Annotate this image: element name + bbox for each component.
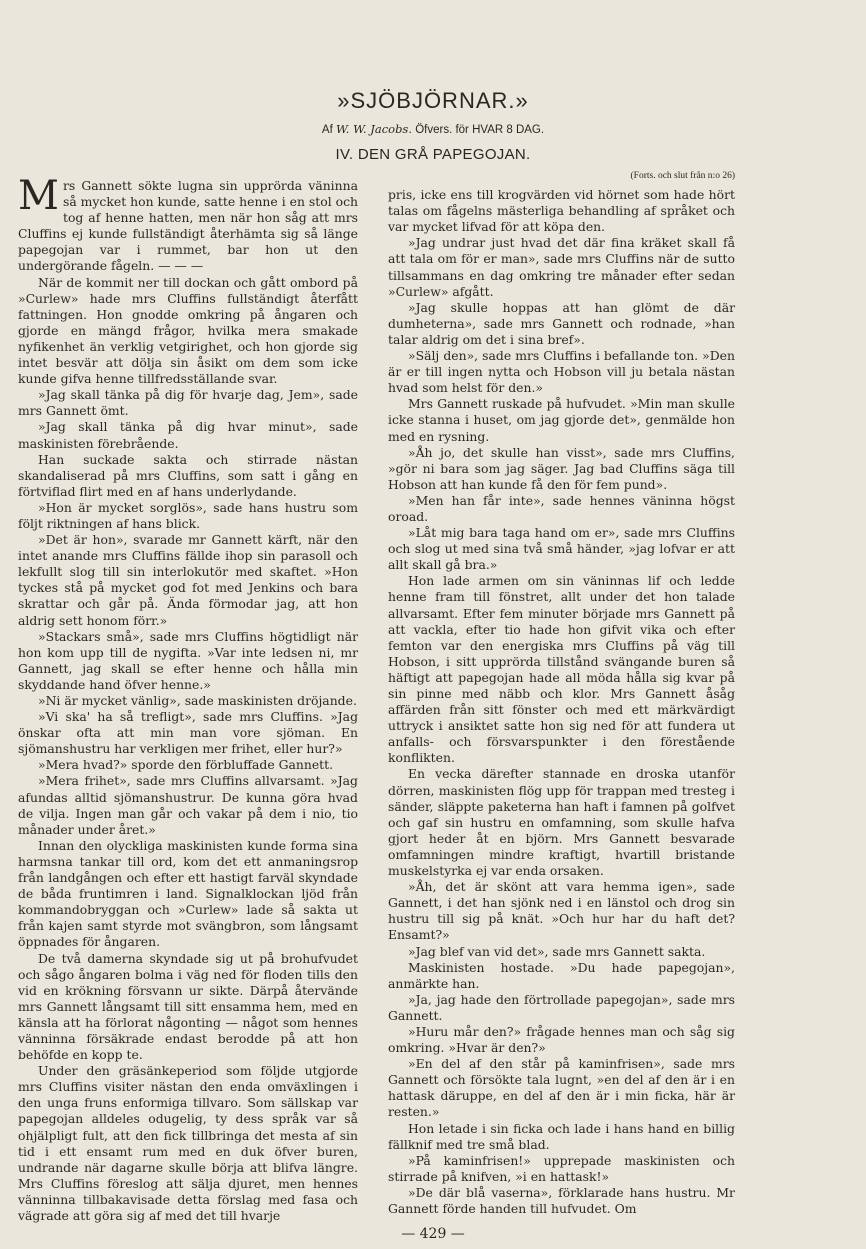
paragraph: »Det är hon», svarade mr Gannett kärft, när den intet anande mrs Cluffins fällde ihop sin parasoll och lekfullt slog till sin interlokutör med skaftet. »Hon tyckes stå på mycket god fot med Jenkins och bara skrattar och går på. Ända förmodar jag, att hon aldrig sett honom förr.» [18,532,358,628]
paragraph: »Ja, jag hade den förtrollade papegojan», sade mrs Gannett. [388,991,735,1023]
left-column [18,173,358,1224]
paragraph: Hon letade i sin ficka och lade i hans hand en billig fällknif med tre små blad. [388,1120,735,1152]
continued-note: (Forts. och slut från n:o 26) [630,171,735,181]
paragraph: »Jag skall tänka på dig för hvarje dag, Jem», sade mrs Gannett ömt. [18,387,358,419]
paragraph: »De där blå vaserna», förklarade hans hustru. Mr Gannett förde handen till hufvudet. Om [388,1184,735,1216]
paragraph: »Åh jo, det skulle han visst», sade mrs Cluffins, »gör ni bara som jag säger. Jag bad Cluffins säga till Hobson att han kunde få den för fem pund». [388,444,735,492]
paragraph: »Vi ska' ha så trefligt», sade mrs Cluffins. »Jag önskar ofta att min man vore sjöman. En sjömanshustru har verkligen mer frihet, eller hur?» [18,709,358,757]
paragraph: »Ni är mycket vänlig», sade maskinisten dröjande. [38,693,357,708]
byline-prefix: Af [321,124,333,136]
paragraph: »Jag undrar just hvad det där fina kräket skall få att tala om för er man», sade mrs Cluffins när de sutto tillsammans en dag omkring tre månader efter sedan »Curlew» afgått. [388,235,735,299]
paragraph: »Jag skall tänka på dig hvar minut», sade maskinisten förebrående. [18,419,358,451]
chapter-heading: IV. DEN GRÅ PAPEGOJAN. [335,146,531,163]
drop-cap: M [18,173,59,219]
paragraph: När de kommit ner till dockan och gått ombord på »Curlew» hade mrs Cluffins fullständigt återfått fattningen. Hon gnodde omkring på ångaren och gjorde en mängd frågor, hvilka mera smakade nyfikenhet än verklig vetgirighet, och hon gjorde sig intet besvär att dölja sin åsikt om dem som icke kunde gifva henne tillfredsställande svar. [18,274,358,387]
paragraph: »Men han får inte», sade hennes väninna högst oroad. [388,492,735,524]
paragraph: »Hon är mycket sorglös», sade hans hustru som följt riktningen af hans blick. [18,499,358,531]
paragraph: Maskinisten hostade. »Du hade papegojan», anmärkte han. [388,959,735,991]
paragraph: Hon lade armen om sin väninnas lif och ledde henne fram till fönstret, allt under det hon talade allvarsamt. Efter fem minuter började mrs Gannett på att vackla, efter tio hade hon gifvit vika och efter femton var den energiska mrs Cluffins på väg till Hobson, i sitt upprörda tillstånd svängande buren så häftigt att papegojan hade all möda hålla sig kvar på sin pinne med näbb och klor. Mrs Gannett åsåg affärden från sitt fönster och med ett märkvärdigt uttryck i ansiktet satte hon sig ned för att fundera ut anfalls- och försvarspunkter i den förestående konflikten. [388,573,735,766]
paragraph: »På kaminfrisen!» upprepade maskinisten och stirrade på knifven, »i en hattask!» [388,1152,735,1184]
paragraph: Innan den olyckliga maskinisten kunde forma sina harmsna tankar till ord, kom det ett anmaningsrop från landgången och efter ett hastigt farväl skyndade de båda fruntimren i land. Signalklockan ljöd från kommandobryggan och »Curlew» lade så sakta ut från kajen samt styrde mot svängbron, som långsamt öppnades för ångaren. [18,837,358,950]
paragraph: »Åh, det är skönt att vara hemma igen», sade Gannett, i det han sjönk ned i en länstol och drog sin hustru till sig på knät. »Och hur har du haft det? Ensamt?» [388,879,735,943]
paragraph: »Mera frihet», sade mrs Cluffins allvarsamt. »Jag afundas alltid sjömanshustrur. De kunna göra hvad de vilja. Ingen man går och vakar på dem i nio, tio månader under året.» [18,773,358,837]
paragraph: Mrs Gannett ruskade på hufvudet. »Min man skulle icke stanna i huset, om jag gjorde det», genmälde hon med en rysning. [388,396,735,444]
byline [0,122,866,136]
byline-translation: Öfvers. för HVAR 8 DAG. [415,124,545,136]
right-column [388,168,735,1217]
paragraph: »Stackars små», sade mrs Cluffins högtidligt när hon kom upp till de nygifta. »Var inte ledsen ni, mr Gannett, jag skall se efter henne och hålla min skyddande hand öfver henne.» [18,628,358,692]
paragraph: De två damerna skyndade sig ut på brohufvudet och sågo ångaren bolma i väg ned för floden tills den vid en krökning försvann ur sikte. Därpå återvände mrs Gannett långsamt till sitt ensamma hem, med en känsla att ha förlorat någonting — något som hennes vänninna försäkrade endast berodde på att hon behöfde en kopp te. [18,950,358,1063]
byline-author: W. W. Jacobs. [336,122,412,136]
page-number: — 429 — [401,1226,465,1242]
paragraph: En vecka därefter stannade en droska utanför dörren, maskinisten flög upp för trappan med tresteg i sänder, släppte paketerna han haft i famnen på golfvet och gaf sin hustru en omfamning, som skulle hafva gjort heder åt en björn. Mrs Gannett besvarade omfamningen mindre kraftigt, hvartill bristande muskelstyrka ej var enda orsaken. [388,766,735,879]
paragraph: Han suckade sakta och stirrade nästan skandaliserad på mrs Cluffins, som satt i gång en förtviflad flirt med en af hans underlydande. [18,451,358,499]
paragraph: »Låt mig bara taga hand om er», sade mrs Cluffins och slog ut med sina två små händer, »jag lofvar er att allt skall gå bra.» [388,525,735,573]
story-title: »SJÖBJÖRNAR.» [337,88,529,113]
paragraph: »Sälj den», sade mrs Cluffins i befallande ton. »Den är er till ingen nytta och Hobson vill ju betala nästan hvad som helst för den.» [388,348,735,396]
paragraph: »En del af den står på kaminfrisen», sade mrs Gannett och försökte tala lugnt, »en del af den är i en hattask däruppe, en del af den är i min ficka, här är resten.» [388,1056,735,1120]
paragraph: Under den gräsänkeperiod som följde utgjorde mrs Cluffins visiter nästan den enda omväxlingen i den unga fruns enformiga tillvaro. Som sällskap var papegojan alldeles odugelig, ty dess språk var så ohjälpligt fult, att den fick tillbringa det mesta af sin tid i ett ensamt rum med en duk öfver buren, undrande när dagarne skulle börja att blifva längre. Mrs Cluffins föreslog att sälja djuret, men hennes vänninna tillbakavisade detta förslag med fasa och vägrade att göra sig af med det till hvarje [18,1063,358,1223]
paragraph: »Jag skulle hoppas att han glömt de där dumheterna», sade mrs Gannett och rodnade, »han talar aldrig om det i sina bref». [388,299,735,347]
paragraph: »Jag blef van vid det», sade mrs Gannett sakta. [408,943,706,959]
paragraph: »Huru mår den?» frågade hennes man och såg sig omkring. »Hvar är den?» [388,1023,735,1056]
paragraph: pris, icke ens till krogvärden vid hörnet som hade hört talas om fågelns mästerliga behandling af språket och var mycket lifvad för att köpa den. [388,187,735,235]
paragraph: Mrs Gannett sökte lugna sin upprörda väninna så mycket hon kunde, satte henne i en stol och tog af henne hatten, men när hon såg att mrs Cluffins ej kunde fullständigt återhämta sig så länge papegojan var i rummet, bar hon ut den undergörande fågeln. — — — [18,173,358,274]
paragraph: »Mera hvad?» sporde den förbluffade Gannett. [38,757,334,773]
